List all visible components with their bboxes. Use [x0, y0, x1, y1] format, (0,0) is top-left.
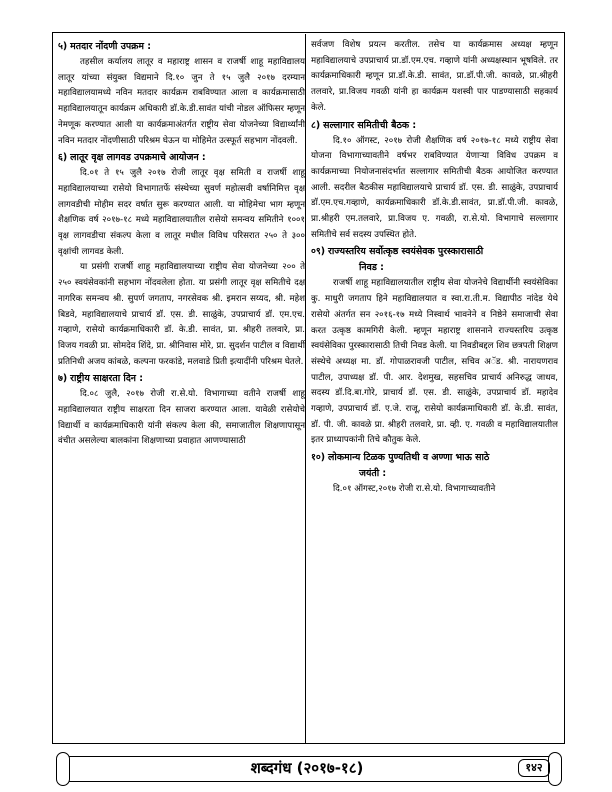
paragraph: दि.०१ ते १५ जुलै २०१७ रोजी लातूर वृक्ष समिती व राजर्षी शाहू महाविद्यालयाच्या रासेयो विभागातर्फे संस्थेच्या सुवर्ण महोत्सवी वर्षानिमित्त वृक्ष लागवडीची मोहीम सदर वर्षात सुरू करण्यात आली. या मोहिमेचा भाग म्हणून शैक्षणिक वर्ष २०१७-१८ मध्ये महाविद्यालयातील रासेयो समन्वय समितीने १००१ वृक्ष लागवडीचा संकल्प केला व लातूर मधील विविध परिसरात २५० ते ३०० वृक्षांची लागवड केली. — [58, 168, 305, 257]
scroll-curl-left — [56, 752, 70, 786]
section-title: सल्लागार समितीची बैठक : — [323, 119, 417, 131]
section-heading — [311, 118, 558, 134]
section-heading — [311, 450, 558, 466]
section-title: लातूर वृक्ष लागवड उपक्रमाचे आयोजन : — [70, 152, 206, 164]
section-heading — [58, 371, 305, 387]
section-title: मतदार नोंदणी उपक्रम : — [70, 41, 151, 52]
section-number: ६) — [58, 152, 68, 164]
left-column — [58, 38, 305, 740]
paragraph: दि.०८ जुलै, २०१७ रोजी रा.से.यो. विभागाच्या वतीने राजर्षी शाहू महाविद्यालयात राष्ट्रीय साक्षरता दिन साजरा करण्यात आला. यावेळी रासेयोचे विद्यार्थी व कार्यक्रमाधिकारी यांनी संकल्प केला की, समाजातील शिक्षणापासून वंचीत असलेल्या बालकांना शिक्षणाच्या प्रवाहात आणण्यासाठी — [58, 389, 305, 447]
section-title: लोकमान्य टिळक पुण्यतिथी व अण्णा भाऊ साठे — [328, 452, 490, 464]
section-heading — [311, 244, 558, 260]
column-divider — [305, 34, 306, 743]
paragraph: सर्वजण विशेष प्रयत्न करतील. तसेच या कार्यक्रमास अध्यक्ष म्हणून महाविद्यालयाचे उपप्राचार्य प्रा.डॉ.एम.एच. गव्हाणे यांनी अध्यक्षस्थान भूषविले. तर कार्यक्रमाधिकारी म्हणून प्रा.डॉ.के.डी. सावंत, प्रा.डॉ.पी.जी. कावळे, प्रा.श्रीहरी तलवारे, प्रा.विजय गवळी यांनी हा कार्यक्रम यशस्वी पार पाडण्यासाठी सहकार्य केले. — [311, 40, 558, 113]
page-number: १४२ — [518, 759, 550, 777]
section-title: राष्ट्रीय साक्षरता दिन : — [70, 373, 144, 385]
paragraph: या प्रसंगी राजर्षी शाहू महाविद्यालयाच्या राष्ट्रीय सेवा योजनेच्या २०० ते २५० स्वयंसेवकांनी सहभाग नोंदवलेला होता. या प्रसंगी लातूर वृक्ष समितीचे दक्ष नागरिक समन्वय श्री. सुपर्ण जगताप, नगरसेवक श्री. इमरान सय्यद, श्री. महेश बिडवे, महाविद्यालयाचे प्राचार्य डॉ. एस. डी. साळुंके, उपप्राचार्य डॉ. एम.एच. गव्हाणे, रासेयो कार्यक्रमाधिकारी डॉ. के.डी. सावंत, प्रा. श्रीहरी तलवारे, प्रा. विजय गवळी प्रा. सोमदेव शिंदे, प्रा. श्रीनिवास मोरे, प्रा. सुदर्शन पाटील व विद्यार्थी प्रतिनिधी अजय कांबळे, कल्पना फरकांडे, मलवाडे प्रिती इत्यादींनी परिश्रम घेतले. — [58, 262, 305, 367]
footer — [62, 756, 556, 782]
section-number: ५) — [58, 41, 68, 52]
section-title: राज्यस्तरिय सर्वोत्कृष्ठ स्वयंसेवक पुरस्कारासाठी — [328, 246, 484, 258]
paragraph: दि.०१ ऑगस्ट,२०१७ रोजी रा.से.यो. विभागाच्यावतीने — [333, 484, 496, 495]
paragraph: तहसील कर्यालय लातूर व महाराष्ट्र शासन व राजर्षी शाहू महाविद्यालय लातूर यांच्या संयुक्त विद्यमाने दि.१० जुन ते १५ जुलै २०१७ दरम्यान महाविद्यालयामध्ये नविन मतदार कार्यक्रम राबविण्यात आला व कार्यक्रमासाठी महाविद्यालयातून कार्यक्रम अधिकारी डॉ.के.डी.सावंत यांची नोडल ऑफिसर म्हणून नेमणूक करण्यात आली या कार्यक्रमाअंतर्गत राष्ट्रीय सेवा योजनेच्या विद्यार्थ्यांनी नविन मतदार नोंदणीसाठी परिश्रम घेऊन या मोहिमेत उत्स्फूर्त सहभाग नोंदवली. — [58, 57, 305, 146]
right-column — [311, 38, 558, 740]
scroll-curl-right — [548, 752, 562, 786]
section-heading — [58, 150, 305, 166]
section-title-continued: निवड : — [359, 262, 384, 274]
section-number: ८) — [311, 119, 321, 131]
section-number: ०९) — [311, 246, 326, 258]
section-title-continued: जयंती : — [359, 468, 387, 480]
journal-title: शब्दगंध (२०१७-१८) — [250, 759, 364, 777]
paragraph: राजर्षी शाहू महाविद्यालयातील राष्ट्रीय सेवा योजनेचे विद्यार्थीनी स्वयंसेविका कु. माधुरी जगताप हिने महाविद्यालयात व स्वा.रा.ती.म. विद्यापीठ नांदेड येथे रासेयो अंतर्गत सन २०१६-१७ मध्ये निस्वार्थ भावनेने व निष्ठेने समाजाची सेवा करत उत्कृष्ठ कामगिरी केली. म्हणून महाराष्ट्र शासनाने राज्यस्तरिय उत्कृष्ठ स्वयंसेविका पुरस्कारासाठी तिची निवड केली. या निवडीबद्दल शिव छत्रपती शिक्षण संस्थेचे अध्यक्ष मा. डॉ. गोपाळरावजी पाटील, सचिव अॅड. श्री. नारायणराव पाटील, उपाध्यक्ष डॉ. पी. आर. देशमुख, सहसचिव प्राचार्य अनिरुद्ध जाधव, सदस्य डॉ.दि.बा.गोरे, प्राचार्य डॉ. एस. डी. साळुंके, उपप्राचार्य डॉ. महादेव गव्हाणे, उपप्राचार्य डॉ. ए.जे. राजू, रासेयो कार्यक्रमाधिकारी डॉ. के.डी. सावंत, डॉ. पी. जी. कावळे प्रा. श्रीहरी तलवारे, प्रा. व्ही. ए. गवळी व महाविद्यालयातील इतर प्राध्यापकांनी तिचे कौतुक केले. — [311, 278, 558, 446]
paragraph: दि.१० ऑगस्ट, २०१७ रोजी शैक्षणिक वर्ष २०१७-१८ मध्ये राष्ट्रीय सेवा योजना विभागाच्यावतीने वर्षभर राबविण्यात येणाऱ्या विविध उपक्रम व कार्यक्रमाच्या नियोजनासंदर्भात सल्लागार समितीची बैठक आयोजित करण्यात आली. सदरील बैठकीस महाविद्यालयाचे प्राचार्य डॉ. एस. डी. साळुंके, उपप्राचार्य डॉ.एम.एच.गव्हाणे, कार्यक्रमाधिकारी डॉ.के.डी.सावंत, प्रा.डॉ.पी.जी. कावळे, प्रा.श्रीहरी एम.तलवारे, प्रा.विजय ए. गवळी, रा.से.यो. विभागाचे सल्लागार समितीचे सर्व सदस्य उपस्थित होते. — [311, 135, 558, 240]
section-number: १०) — [311, 452, 326, 464]
section-number: ७) — [58, 373, 68, 385]
section-heading — [58, 39, 305, 55]
